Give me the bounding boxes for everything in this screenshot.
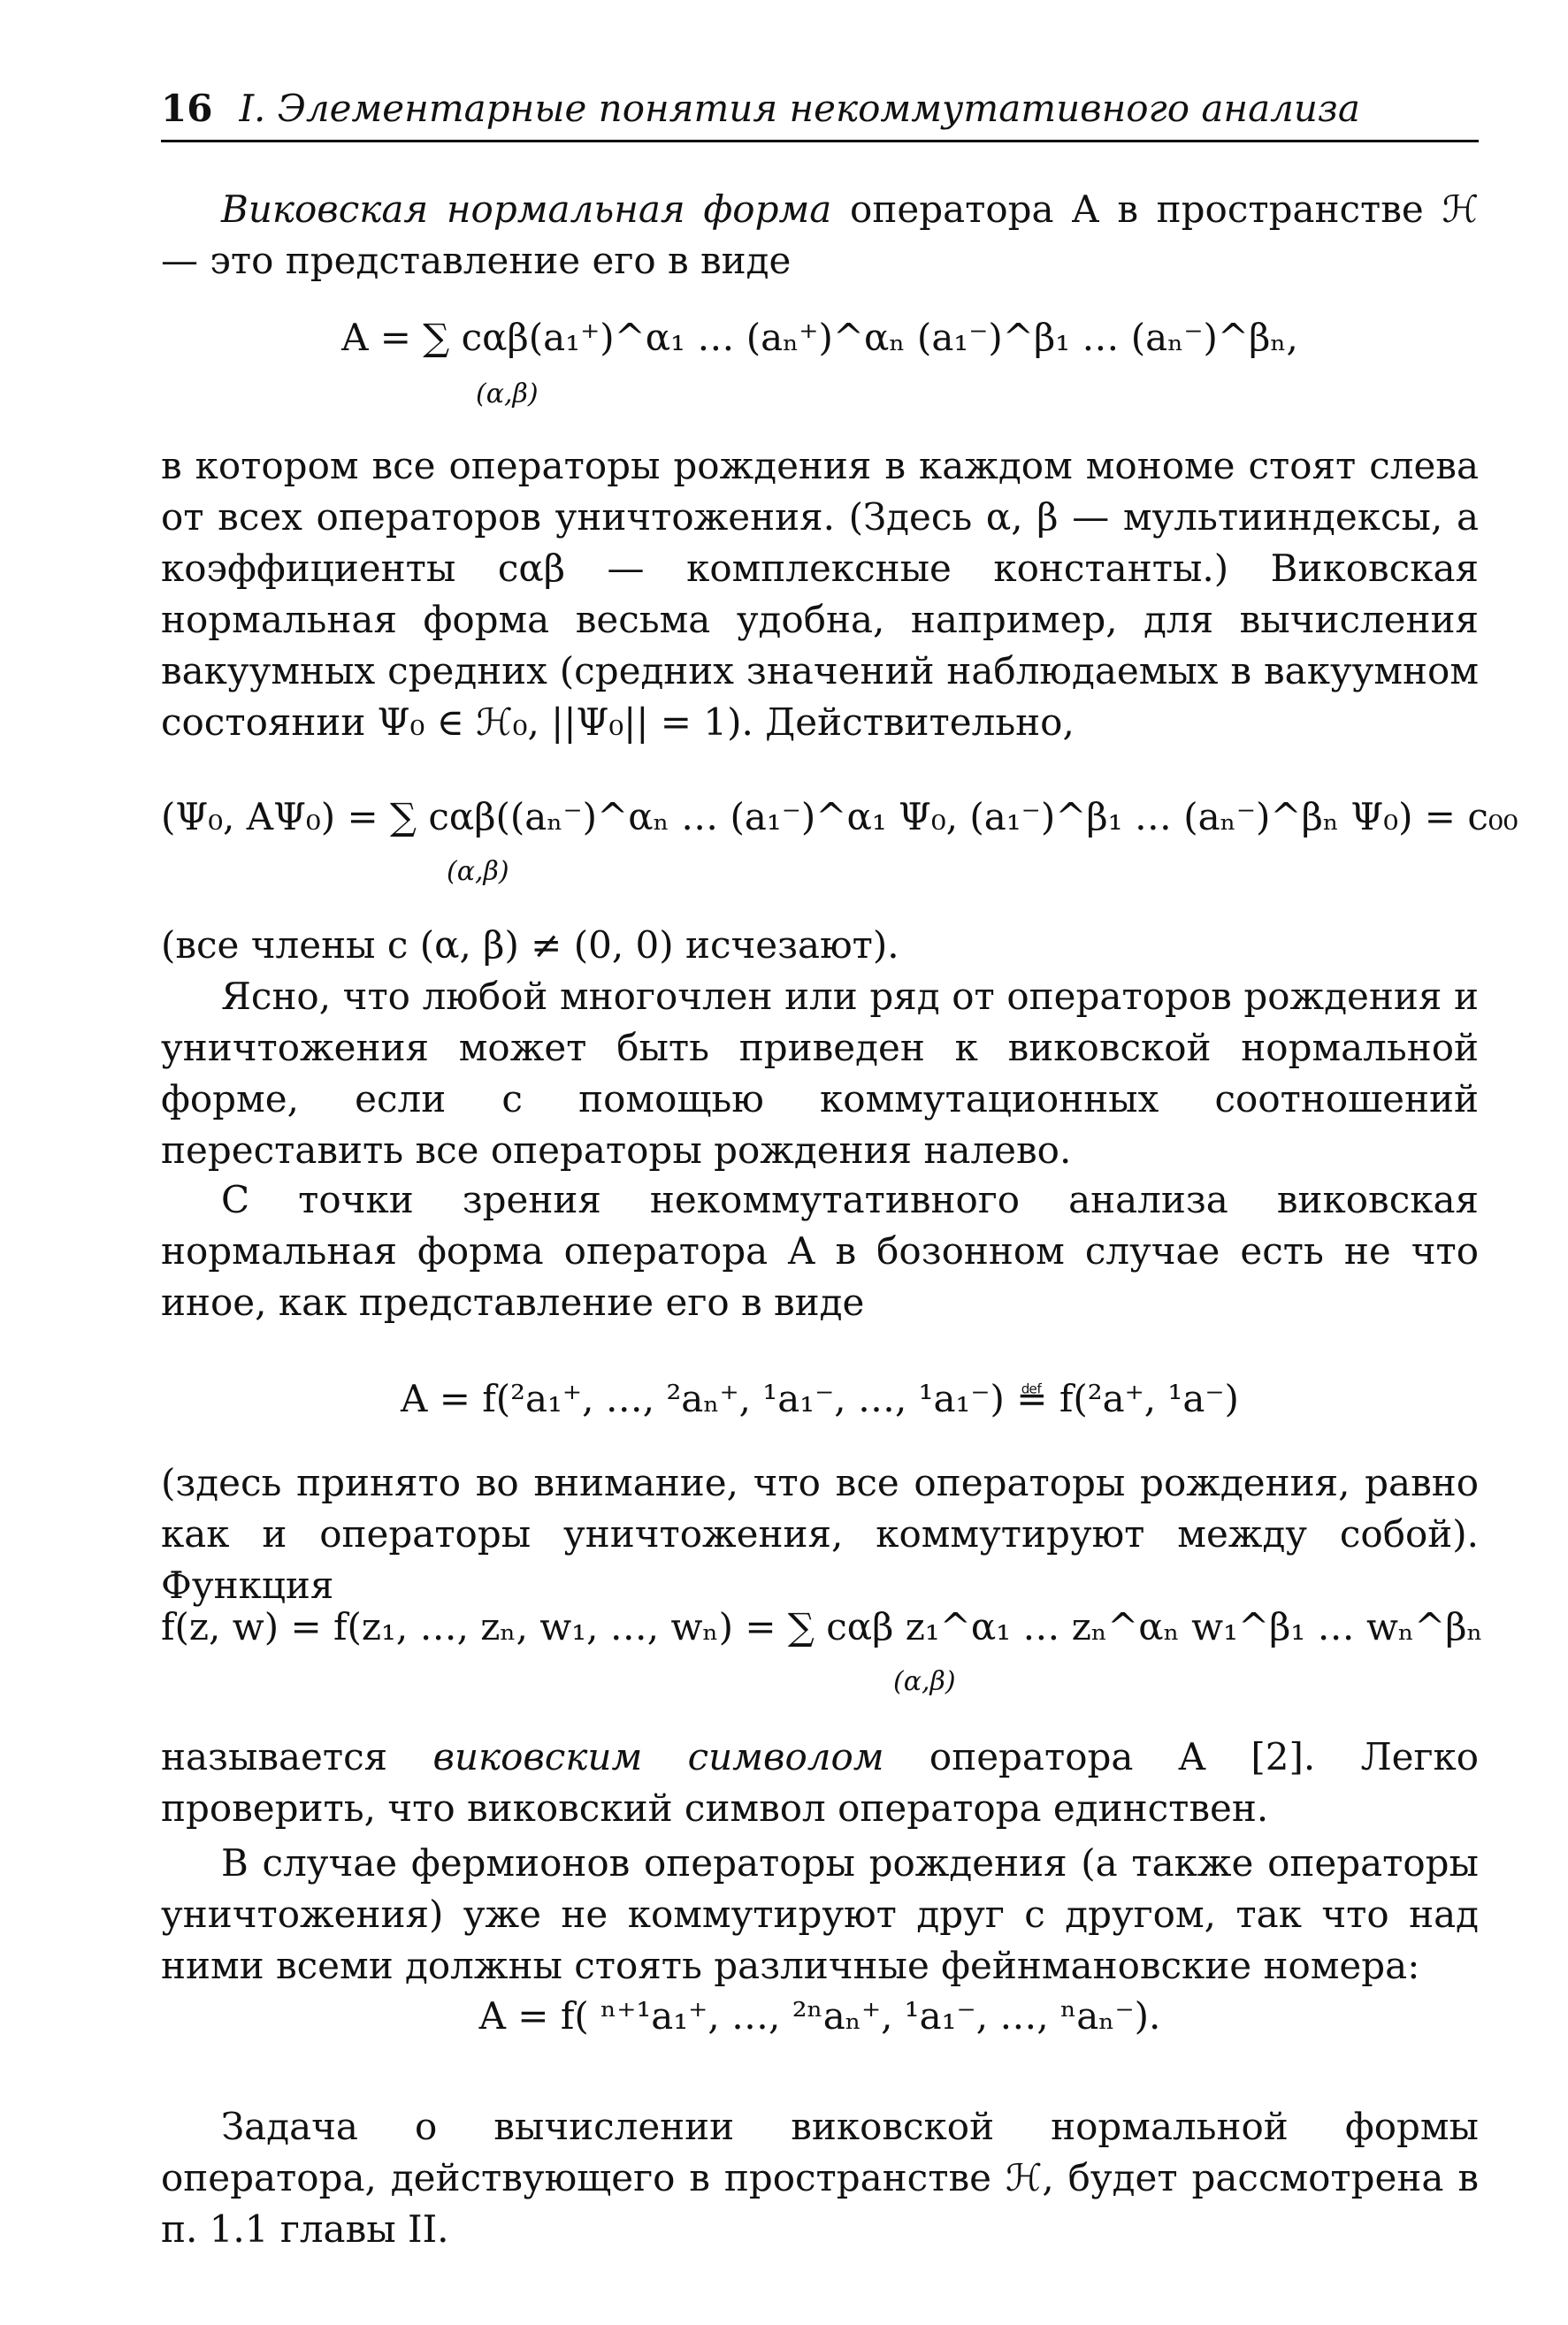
formula-wick-symbol: f(z, w) = f(z₁, …, zₙ, w₁, …, wₙ) = ∑ cαβ z₁^α₁ … zₙ^αₙ w₁^β₁ … wₙ^βₙ — [161, 1605, 1483, 1648]
paragraph-creation-operators: в котором все операторы рождения в каждом мономе стоят слева от всех операторов уничтожения. (Здесь α, β — мультииндексы, а коэффициенты cαβ — комплексные константы.) Виковская нормальная форма весьма удобна, например, для вычисления вакуумных средних (средних значений наблюдаемых в вакуумном состоянии Ψ₀ ∈ ℋ₀, ||Ψ₀|| = 1). Действительно, — [161, 444, 1479, 744]
paragraph-vanishing: (все члены с (α, β) ≠ (0, 0) исчезают). — [161, 923, 899, 967]
formula-wick-normal-form: A = ∑ cαβ(a₁⁺)^α₁ … (aₙ⁺)^αₙ (a₁⁻)^β₁ … (aₙ⁻)^βₙ, — [341, 316, 1298, 359]
running-header — [161, 87, 1479, 142]
sum-limits: (α,β) — [447, 856, 509, 887]
paragraph-definition: Виковская нормальная форма оператора A в пространстве ℋ — это представление его в виде — [161, 187, 1479, 282]
paragraph-reduction: Ясно, что любой многочлен или ряд от операторов рождения и уничтожения может быть приведен к виковской нормальной форме, если с помощью коммутационных соотношений переставить все операторы рождения налево. — [161, 975, 1479, 1172]
paragraph-outlook: Задача о вычислении виковской нормальной формы оператора, действующего в пространстве ℋ, будет рассмотрена в п. 1.1 главы II. — [161, 2105, 1479, 2251]
term-wick-symbol: виковским символом — [432, 1735, 884, 1778]
paragraph-noncommutative: С точки зрения некоммутативного анализа виковская нормальная форма оператора A в бозонном случае есть не что иное, как представление его в виде — [161, 1178, 1479, 1324]
sum-limits: (α,β) — [893, 1666, 956, 1697]
paragraph-fermions: В случае фермионов операторы рождения (а также операторы уничтожения) уже не коммутируют друг с другом, так что над ними всеми должны стоять различные фейнмановские номера: — [161, 1841, 1479, 1987]
formula-fermion-representation: A = f( ⁿ⁺¹a₁⁺, …, ²ⁿaₙ⁺, ¹a₁⁻, …, ⁿaₙ⁻). — [478, 1994, 1161, 2038]
chapter-title: I. Элементарные понятия некоммутативного анализа — [239, 87, 1360, 130]
formula-vacuum-mean: (Ψ₀, AΨ₀) = ∑ cαβ((aₙ⁻)^αₙ … (a₁⁻)^α₁ Ψ₀, (a₁⁻)^β₁ … (aₙ⁻)^βₙ Ψ₀) = c₀₀ — [161, 795, 1518, 838]
paragraph-commute: (здесь принято во внимание, что все операторы рождения, равно как и операторы уничтожения, коммутируют между собой). Функция — [161, 1461, 1479, 1607]
formula-boson-representation: A = f(²a₁⁺, …, ²aₙ⁺, ¹a₁⁻, …, ¹a₁⁻) ≝ f(²a⁺, ¹a⁻) — [401, 1377, 1239, 1420]
page-number: 16 — [161, 87, 213, 130]
paragraph-wick-symbol: называется виковским символом оператора A [2]. Легко проверить, что виковский символ оператора единствен. — [161, 1735, 1480, 1830]
term-wick-normal-form: Виковская нормальная форма — [221, 187, 832, 231]
sum-limits: (α,β) — [476, 379, 539, 409]
